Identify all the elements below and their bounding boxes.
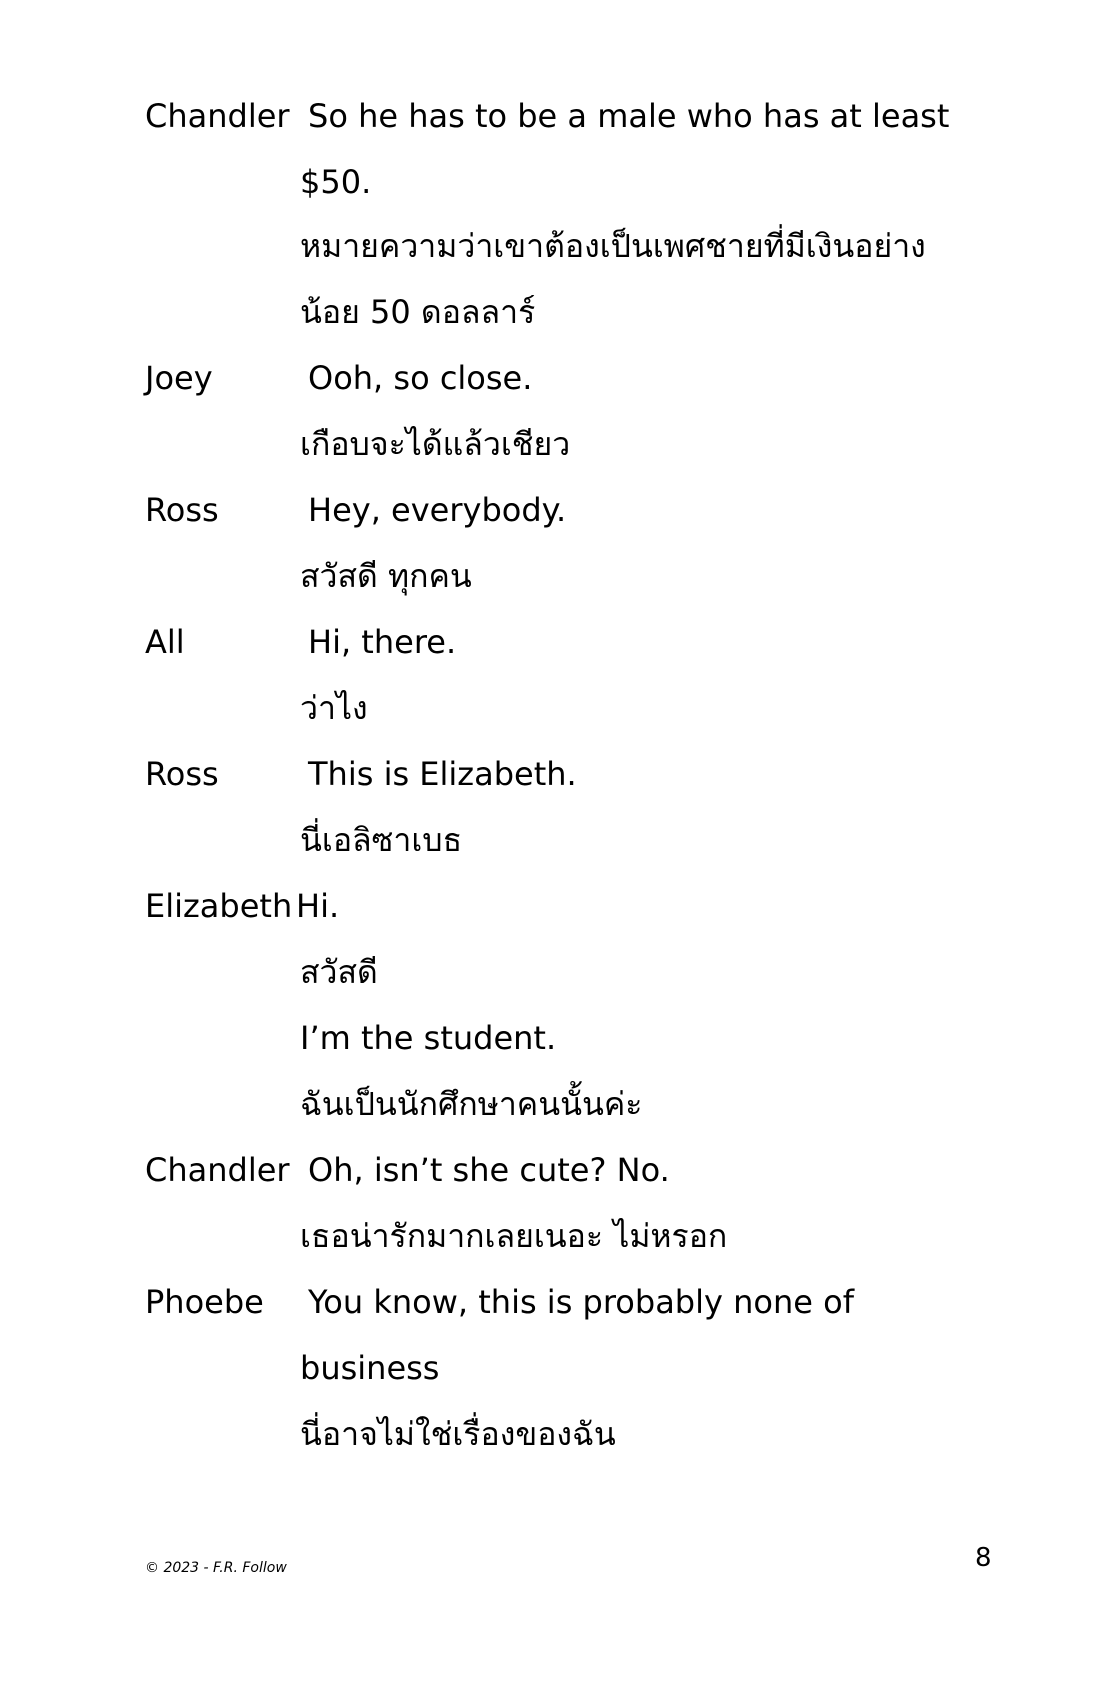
speaker-name: Ross — [145, 755, 219, 793]
speaker-name: Phoebe — [145, 1283, 264, 1321]
translation-line: นี่เอลิซาเบธ — [300, 821, 463, 859]
dialogue-line: Hi, there. — [308, 623, 457, 661]
dialogue-line: Oh, isn’t she cute? No. — [308, 1151, 670, 1189]
dialogue-line: Hi. — [296, 887, 340, 925]
dialogue-line: Ooh, so close. — [308, 359, 533, 397]
speaker-name: Joey — [145, 359, 213, 397]
dialogue-line: $50. — [300, 163, 372, 201]
copyright-notice: © 2023 - F.R. Follow — [145, 1560, 287, 1576]
dialogue-line: So he has to be a male who has at least — [308, 97, 950, 135]
translation-line: สวัสดี — [300, 953, 378, 991]
translation-line: ฉันเป็นนักศึกษาคนนั้นค่ะ — [300, 1085, 643, 1123]
translation-line: ว่าไง — [300, 689, 368, 727]
page-number: 8 — [975, 1543, 992, 1573]
speaker-name: All — [145, 623, 185, 661]
dialogue-line: business — [300, 1349, 440, 1387]
translation-line: เกือบจะได้แล้วเชียว — [300, 425, 571, 463]
translation-line: หมายความว่าเขาต้องเป็นเพศชายที่มีเงินอย่าง — [300, 227, 926, 265]
speaker-name: Ross — [145, 491, 219, 529]
dialogue-line: I’m the student. — [300, 1019, 557, 1057]
dialogue-line: You know, this is probably none of — [308, 1283, 854, 1321]
dialogue-line: Hey, everybody. — [308, 491, 567, 529]
translation-line: นี่อาจไม่ใช่เรื่องของฉัน — [300, 1415, 616, 1453]
speaker-name: Chandler — [145, 1151, 290, 1189]
speaker-name: Elizabeth — [145, 887, 293, 925]
translation-line: น้อย 50 ดอลลาร์ — [300, 293, 536, 331]
dialogue-line: This is Elizabeth. — [308, 755, 577, 793]
translation-line: สวัสดี ทุกคน — [300, 557, 472, 595]
translation-line: เธอน่ารักมากเลยเนอะ ไม่หรอก — [300, 1217, 728, 1255]
speaker-name: Chandler — [145, 97, 290, 135]
